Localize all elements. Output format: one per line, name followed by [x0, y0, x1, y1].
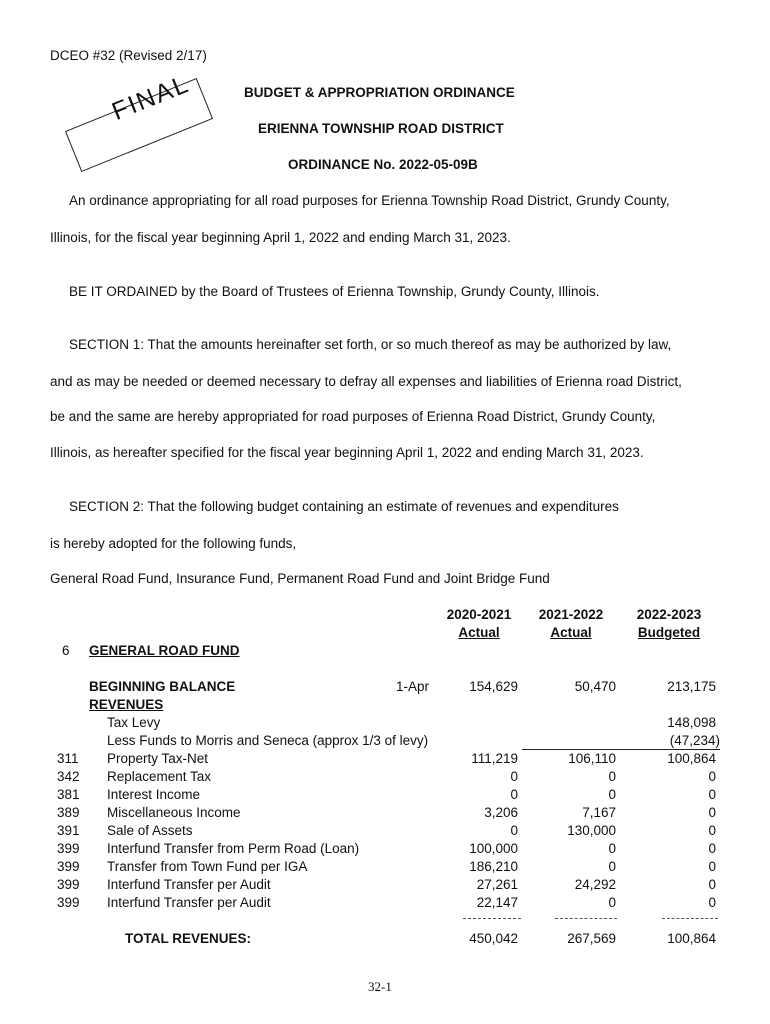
row-label: Replacement Tax	[107, 769, 212, 784]
beginning-value-2: 50,470	[574, 679, 616, 694]
row-value-2: 0	[608, 841, 616, 856]
row-value-2: 0	[608, 769, 616, 784]
ordained-line: BE IT ORDAINED by the Board of Trustees of Erienna Township, Grundy County, Illinois.	[69, 284, 600, 299]
less-funds-label: Less Funds to Morris and Seneca (approx 1/3 of levy)	[107, 733, 429, 748]
total-value-1: 450,042	[469, 931, 518, 946]
row-value-1: 100,000	[469, 841, 518, 856]
row-code: 391	[57, 823, 80, 838]
form-id: DCEO #32 (Revised 2/17)	[50, 48, 207, 63]
intro-line-1: An ordinance appropriating for all road purposes for Erienna Township Road District, Grundy County,	[69, 193, 670, 208]
row-code: 399	[57, 859, 80, 874]
funds-list: General Road Fund, Insurance Fund, Permanent Road Fund and Joint Bridge Fund	[50, 571, 550, 586]
row-label: Miscellaneous Income	[107, 805, 241, 820]
row-value-3: 0	[708, 769, 716, 784]
row-label: Interest Income	[107, 787, 201, 802]
row-code: 342	[57, 769, 80, 784]
row-code: 311	[57, 751, 79, 766]
ordinance-number: ORDINANCE No. 2022-05-09B	[288, 157, 478, 172]
total-value-2: 267,569	[567, 931, 616, 946]
row-value-1: 0	[510, 823, 518, 838]
row-label: Interfund Transfer per Audit	[107, 895, 271, 910]
row-label: Property Tax-Net	[107, 751, 209, 766]
total-rule-1	[463, 918, 521, 919]
col-2-kind: Actual	[550, 625, 592, 640]
row-value-3: 0	[708, 895, 716, 910]
total-value-3: 100,864	[667, 931, 716, 946]
subtotal-rule	[522, 749, 720, 750]
col-3-year: 2022-2023	[636, 607, 702, 622]
row-value-3: 0	[708, 859, 716, 874]
row-value-1: 22,147	[476, 895, 518, 910]
row-value-3: 100,864	[667, 751, 716, 766]
fund-name: GENERAL ROAD FUND	[89, 643, 240, 658]
row-value-2: 7,167	[582, 805, 616, 820]
fund-number: 6	[62, 643, 70, 658]
col-3-kind: Budgeted	[637, 625, 701, 640]
row-code: 389	[57, 805, 80, 820]
tax-levy-label: Tax Levy	[107, 715, 161, 730]
less-funds-value: (47,234)	[669, 733, 720, 748]
row-value-3: 0	[708, 805, 716, 820]
row-value-3: 0	[708, 877, 716, 892]
row-label: Transfer from Town Fund per IGA	[107, 859, 308, 874]
section1-line-4: Illinois, as hereafter specified for the fiscal year beginning April 1, 2022 and ending March 31, 2023.	[50, 445, 644, 460]
row-label: Sale of Assets	[107, 823, 193, 838]
row-value-2: 0	[608, 787, 616, 802]
col-1-year: 2020-2021	[446, 607, 512, 622]
col-2-year: 2021-2022	[538, 607, 604, 622]
row-code: 399	[57, 841, 80, 856]
row-value-1: 111,219	[471, 751, 518, 766]
beginning-value-3: 213,175	[667, 679, 716, 694]
beginning-value-1: 154,629	[469, 679, 518, 694]
row-value-2: 106,110	[568, 751, 616, 766]
row-value-1: 0	[510, 787, 518, 802]
row-value-1: 3,206	[484, 805, 518, 820]
beginning-date: 1-Apr	[396, 679, 430, 694]
row-label: Interfund Transfer per Audit	[107, 877, 271, 892]
row-value-2: 0	[608, 859, 616, 874]
section1-line-2: and as may be needed or deemed necessary to defray all expenses and liabilities of Erienna road District,	[50, 374, 682, 389]
row-code: 399	[57, 895, 80, 910]
revenues-heading: REVENUES	[89, 697, 164, 712]
section1-line-1: SECTION 1: That the amounts hereinafter set forth, or so much thereof as may be authorized by law,	[69, 337, 672, 352]
row-value-1: 27,261	[476, 877, 518, 892]
row-value-3: 0	[708, 787, 716, 802]
total-rule-2	[555, 918, 617, 919]
section1-line-3: be and the same are hereby appropriated for road purposes of Erienna Road District, Grundy County,	[50, 409, 656, 424]
section2-line-1: SECTION 2: That the following budget containing an estimate of revenues and expenditures	[69, 499, 619, 514]
intro-line-2: Illinois, for the fiscal year beginning April 1, 2022 and ending March 31, 2023.	[50, 230, 511, 245]
row-value-1: 186,210	[469, 859, 518, 874]
row-value-2: 24,292	[574, 877, 616, 892]
row-code: 399	[57, 877, 80, 892]
tax-levy-value: 148,098	[667, 715, 716, 730]
document-title: BUDGET & APPROPRIATION ORDINANCE	[244, 85, 515, 100]
total-revenues-label: TOTAL REVENUES:	[125, 931, 252, 946]
row-value-3: 0	[708, 841, 716, 856]
page-number: 32-1	[368, 979, 392, 994]
section2-line-2: is hereby adopted for the following funds,	[50, 536, 297, 551]
row-value-2: 0	[608, 895, 616, 910]
row-value-3: 0	[708, 823, 716, 838]
total-rule-3	[662, 918, 718, 919]
row-value-2: 130,000	[567, 823, 616, 838]
row-value-1: 0	[510, 769, 518, 784]
beginning-balance-label: BEGINNING BALANCE	[89, 679, 236, 694]
col-1-kind: Actual	[458, 625, 500, 640]
district-name: ERIENNA TOWNSHIP ROAD DISTRICT	[258, 121, 504, 136]
final-stamp: FINAL	[108, 69, 194, 126]
row-label: Interfund Transfer from Perm Road (Loan)	[107, 841, 360, 856]
row-code: 381	[57, 787, 80, 802]
